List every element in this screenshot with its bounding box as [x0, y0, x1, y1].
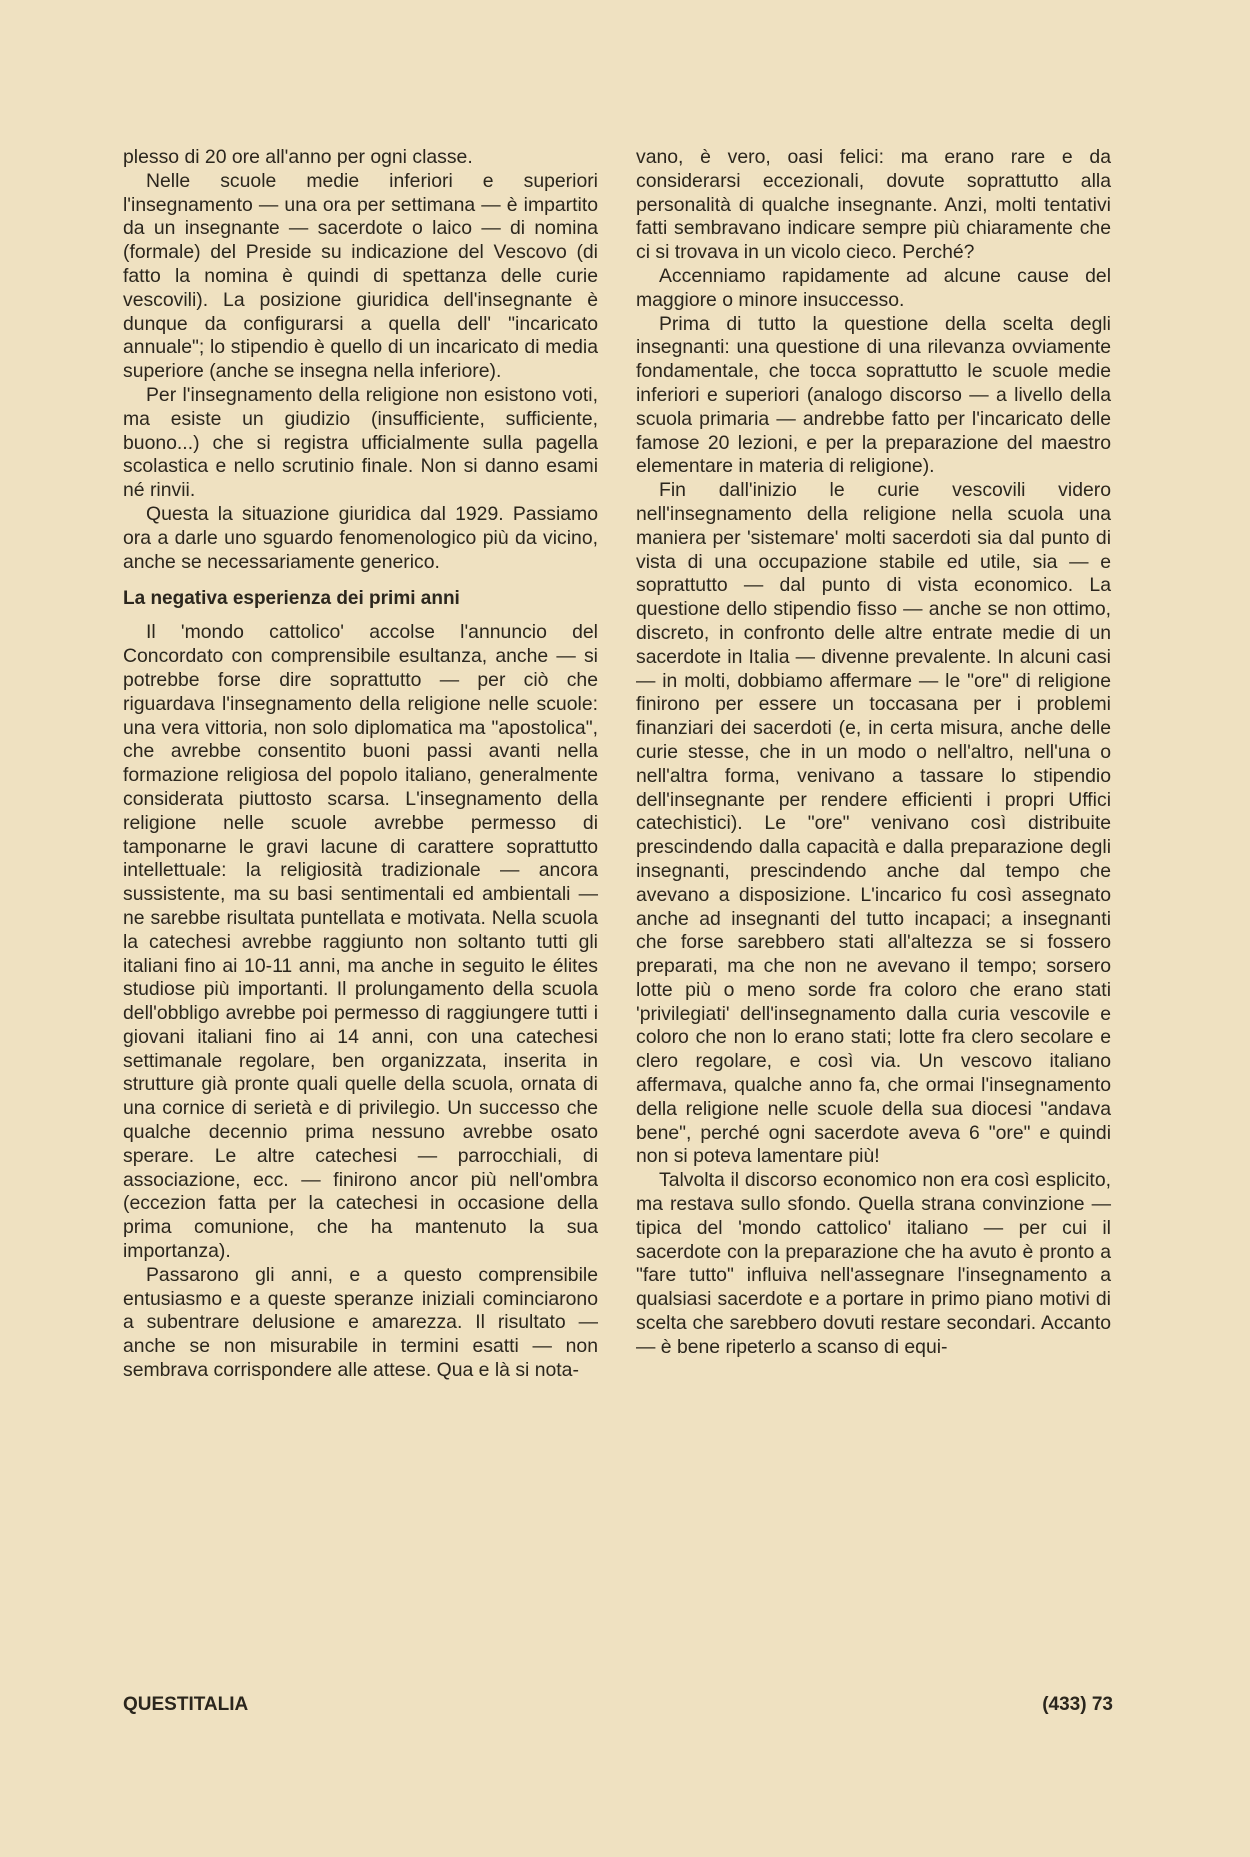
- paragraph: Nelle scuole medie inferiori e superiori l'insegnamento — una ora per settimana — è impartito da un insegnante — sacerdote o laico — di nomina (formale) del Preside su indicazione del Vescovo (di fatto la nomina è quindi di spettanza delle curie vescovili). La posizione giuridica dell'insegnante è dunque da configurarsi a quella dell' "incaricato annuale"; lo stipendio è quello di un incaricato di media superiore (anche se insegna nella inferiore).: [123, 169, 598, 383]
- paragraph: Il 'mondo cattolico' accolse l'annuncio del Concordato con comprensibile esultanza, anche — si potrebbe forse dire soprattutto — per ciò che riguardava l'insegnamento della religione nelle scuole: una vera vittoria, non solo diplomatica ma "apostolica", che avrebbe consentito buoni passi avanti nella formazione religiosa del popolo italiano, generalmente considerata piuttosto scarsa. L'insegnamento della religione nelle scuole avrebbe permesso di tamponarne le gravi lacune di carattere soprattutto intellettuale: la religiosità tradizionale — ancora sussistente, ma su basi sentimentali ed ambientali — ne sarebbe risultata puntellata e motivata. Nella scuola la catechesi avrebbe raggiunto non soltanto tutti gli italiani fino ai 10-11 anni, ma anche in seguito le élites studiose più importanti. Il prolungamento della scuola dell'obbligo avrebbe poi permesso di raggiungere tutti i giovani italiani fino ai 14 anni, con una catechesi settimanale regolare, ben organizzata, inserita in strutture già pronte quali quelle della scuola, ornata di una cornice di serietà e di privilegio. Un successo che qualche decennio prima nessuno avrebbe osato sperare. Le altre catechesi — parrocchiali, di associazione, ecc. — finirono ancor più nell'ombra (eccezion fatta per la catechesi in occasione della prima comunione, che ha mantenuto la sua importanza).: [123, 621, 598, 1263]
- paragraph: Passarono gli anni, e a questo comprensibile entusiasmo e a queste speranze iniziali cominciarono a subentrare delusione e amarezza. Il risultato — anche se non misurabile in termini esatti — non sembrava corrispondere alle attese. Qua e là si nota-: [123, 1263, 598, 1382]
- paragraph: vano, è vero, oasi felici: ma erano rare e da considerarsi eccezionali, dovute soprattutto alla personalità di qualche insegnante. Anzi, molti tentativi fatti sembravano indicare sempre più chiaramente che ci si trovava in un vicolo cieco. Perché?: [636, 146, 1111, 264]
- paragraph: Fin dall'inizio le curie vescovili videro nell'insegnamento della religione nella scuola una maniera per 'sistemare' molti sacerdoti sia dal punto di vista di una occupazione stabile ed utile, sia — e soprattutto — dal punto di vista economico. La questione dello stipendio fisso — anche se non ottimo, discreto, in confronto delle altre entrate medie di un sacerdote in Italia — divenne prevalente. In alcuni casi — in molti, dobbiamo affermare — le "ore" di religione finirono per essere un toccasana per i problemi finanziari dei sacerdoti (e, in certa misura, anche delle curie stesse, che in un modo o nell'altro, nell'una o nell'altra forma, venivano a tassare lo stipendio dell'insegnante per rendere efficienti i propri Uffici catechistici). Le "ore" venivano così distribuite prescindendo dalla capacità e dalla preparazione degli insegnanti, prescindendo anche dal tempo che avevano a disposizione. L'incarico fu così assegnato anche ad insegnanti del tutto incapaci; a insegnanti che forse sarebbero stati all'altezza se si fossero preparati, ma che non ne avevano il tempo; sorsero lotte più o meno sorde fra coloro che erano stati 'privilegiati' dell'insegnamento dalla curia vescovile e coloro che non lo erano stati; lotte fra clero secolare e clero regolare, e così via. Un vescovo italiano affermava, qualche anno fa, che ormai l'insegnamento della religione nelle scuole della sua diocesi "andava bene", perché ogni sacerdote aveva 6 "ore" e quindi non si poteva lamentare più!: [636, 479, 1111, 1168]
- paragraph: Talvolta il discorso economico non era così esplicito, ma restava sullo sfondo. Quella strana convinzione — tipica del 'mondo cattolico' italiano — per cui il sacerdote con la preparazione che ha avuto è pronto a "fare tutto" influiva nell'assegnare l'insegnamento a qualsiasi sacerdote e a portare in primo piano motivi di scelta che sarebbero dovuti restare secondari. Accanto — è bene ripeterlo a scanso di equi-: [636, 1169, 1111, 1358]
- page-number: (433) 73: [1042, 1694, 1113, 1715]
- magazine-title: QUESTITALIA: [123, 1694, 249, 1715]
- right-column: [636, 146, 1111, 1360]
- paragraph: plesso di 20 ore all'anno per ogni classe.: [123, 146, 473, 168]
- left-column: [123, 146, 598, 1383]
- paragraph: Prima di tutto la questione della scelta degli insegnanti: una questione di una rilevanza ovviamente fondamentale, che tocca soprattutto le scuole medie inferiori e superiori (analogo discorso — a livello della scuola primaria — andrebbe fatto per l'incaricato delle famose 20 lezioni, e per la preparazione del maestro elementare in materia di religione).: [636, 312, 1111, 478]
- paragraph: Per l'insegnamento della religione non esistono voti, ma esiste un giudizio (insufficiente, sufficiente, buono...) che si registra ufficialmente sulla pagella scolastica e nello scrutinio finale. Non si danno esami né rinvii.: [123, 383, 598, 502]
- section-heading: La negativa esperienza dei primi anni: [123, 588, 460, 610]
- paragraph: Questa la situazione giuridica dal 1929. Passiamo ora a darle uno sguardo fenomenologico più da vicino, anche se necessariamente generico.: [123, 502, 598, 573]
- paragraph: Accenniamo rapidamente ad alcune cause del maggiore o minore insuccesso.: [636, 264, 1111, 311]
